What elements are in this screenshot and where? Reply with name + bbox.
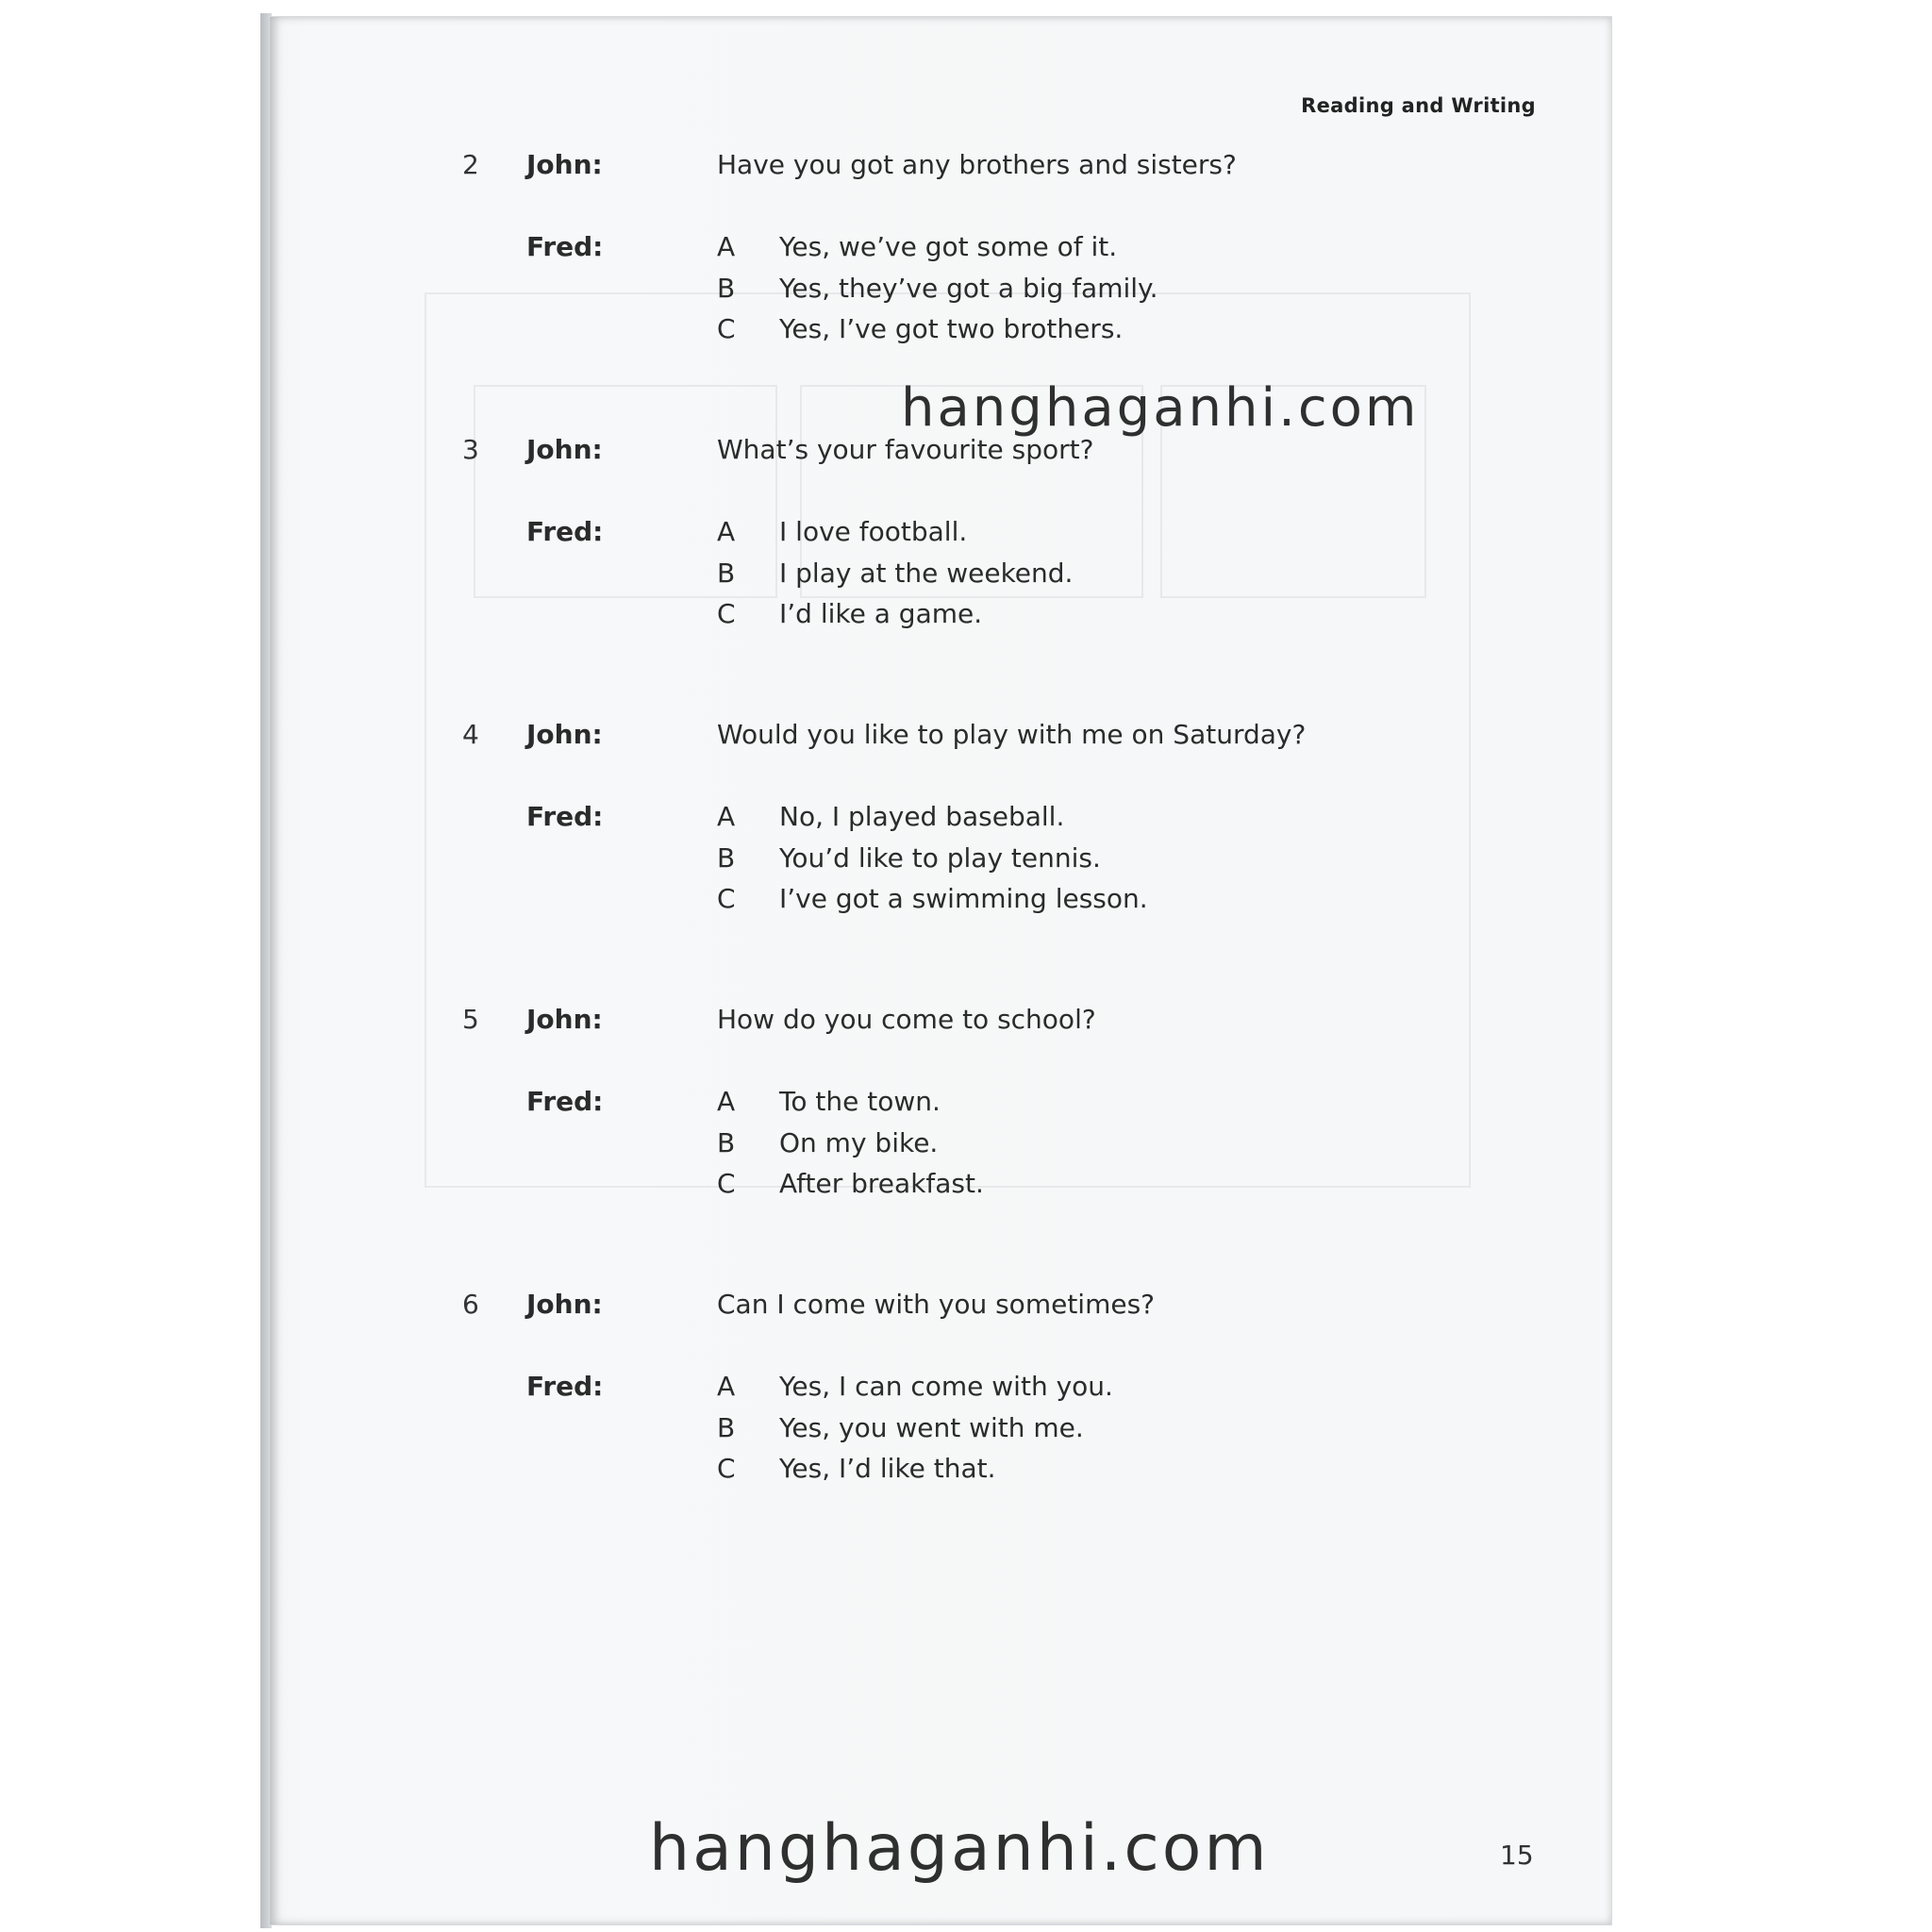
answer-speaker: Fred:	[526, 1371, 604, 1402]
question-prompt: How do you come to school?	[717, 1004, 1096, 1035]
prompt-speaker: John:	[526, 1289, 603, 1320]
option-letter: B	[717, 1412, 736, 1443]
option-letter: C	[717, 1168, 736, 1199]
option-letter: A	[717, 801, 736, 832]
option-letter: B	[717, 842, 736, 874]
option-letter: C	[717, 598, 736, 629]
option-text: Yes, I’d like that.	[779, 1453, 996, 1484]
option-text: I’d like a game.	[779, 598, 983, 629]
option-text: Yes, we’ve got some of it.	[779, 231, 1118, 262]
watermark-bottom: hanghaganhi.com	[649, 1811, 1270, 1886]
watermark-top: hanghaganhi.com	[901, 377, 1420, 439]
prompt-speaker: John:	[526, 719, 603, 750]
option-text: Yes, you went with me.	[779, 1412, 1084, 1443]
option-text: Yes, I’ve got two brothers.	[779, 313, 1124, 344]
option-text: No, I played baseball.	[779, 801, 1065, 832]
question-number: 5	[462, 1004, 479, 1035]
option-letter: A	[717, 1086, 736, 1117]
option-text: Yes, they’ve got a big family.	[779, 273, 1158, 304]
prompt-speaker: John:	[526, 1004, 603, 1035]
option-letter: C	[717, 1453, 736, 1484]
question-prompt: What’s your favourite sport?	[717, 434, 1094, 465]
option-text: I’ve got a swimming lesson.	[779, 883, 1148, 914]
question-number: 2	[462, 149, 479, 180]
option-letter: A	[717, 1371, 736, 1402]
question-number: 6	[462, 1289, 479, 1320]
question-prompt: Can I come with you sometimes?	[717, 1289, 1156, 1320]
option-text: Yes, I can come with you.	[779, 1371, 1113, 1402]
prompt-speaker: John:	[526, 434, 603, 465]
answer-speaker: Fred:	[526, 516, 604, 547]
section-header: Reading and Writing	[1301, 94, 1536, 117]
prompt-speaker: John:	[526, 149, 603, 180]
answer-speaker: Fred:	[526, 231, 604, 262]
page-number: 15	[1500, 1840, 1534, 1871]
option-text: On my bike.	[779, 1127, 939, 1158]
option-letter: C	[717, 313, 736, 344]
option-letter: A	[717, 231, 736, 262]
answer-speaker: Fred:	[526, 1086, 604, 1117]
question-number: 4	[462, 719, 479, 750]
answer-speaker: Fred:	[526, 801, 604, 832]
option-letter: B	[717, 558, 736, 589]
option-letter: A	[717, 516, 736, 547]
option-text: After breakfast.	[779, 1168, 984, 1199]
option-letter: B	[717, 1127, 736, 1158]
option-letter: C	[717, 883, 736, 914]
option-letter: B	[717, 273, 736, 304]
question-number: 3	[462, 434, 479, 465]
question-prompt: Have you got any brothers and sisters?	[717, 149, 1237, 180]
option-text: You’d like to play tennis.	[779, 842, 1101, 874]
option-text: I love football.	[779, 516, 968, 547]
question-prompt: Would you like to play with me on Saturday?	[717, 719, 1307, 750]
option-text: I play at the weekend.	[779, 558, 1074, 589]
option-text: To the town.	[779, 1086, 941, 1117]
